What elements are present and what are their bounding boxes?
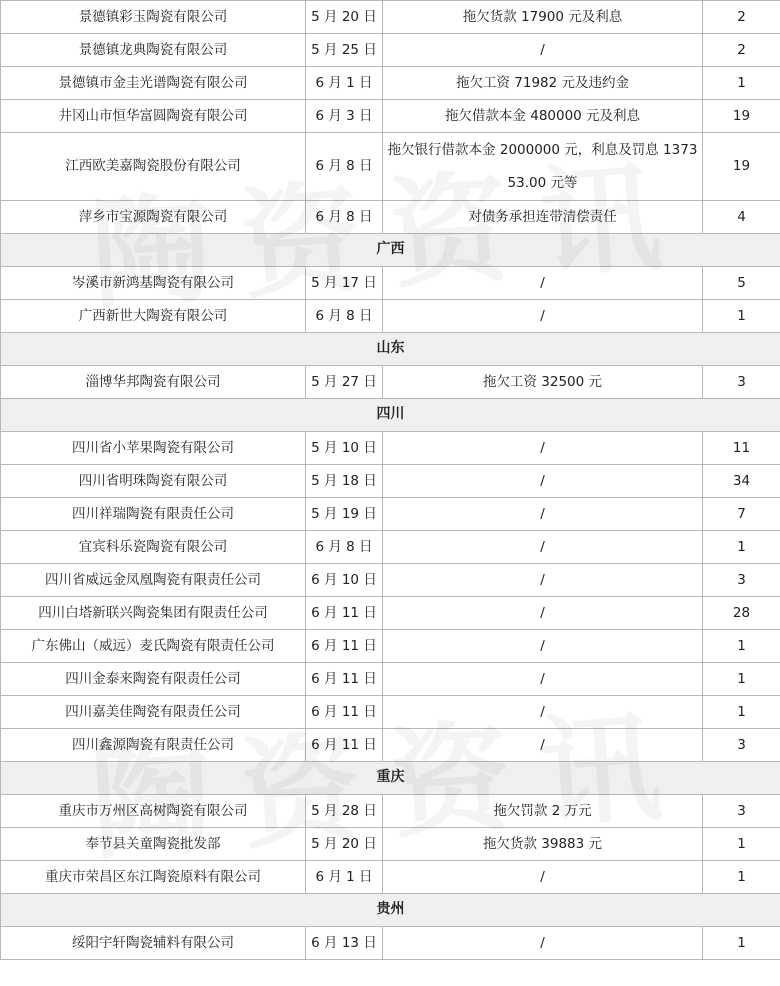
date-cell: 5 月 25 日 — [306, 34, 383, 67]
count-cell: 1 — [703, 861, 780, 894]
count-cell: 1 — [703, 531, 780, 564]
region-label: 广西 — [1, 234, 780, 267]
company-name-cell: 四川省小苹果陶瓷有限公司 — [1, 432, 306, 465]
company-name-cell: 宜宾科乐瓷陶瓷有限公司 — [1, 531, 306, 564]
date-cell: 6 月 8 日 — [306, 531, 383, 564]
description-cell: / — [383, 927, 703, 960]
table-row — [1, 465, 780, 498]
company-name-cell: 景德镇龙典陶瓷有限公司 — [1, 34, 306, 67]
section-header-row — [1, 333, 780, 366]
date-cell: 6 月 10 日 — [306, 564, 383, 597]
date-cell: 6 月 1 日 — [306, 861, 383, 894]
table-row — [1, 366, 780, 399]
table-body — [1, 1, 780, 960]
date-cell: 6 月 11 日 — [306, 630, 383, 663]
description-cell: / — [383, 34, 703, 67]
count-cell: 3 — [703, 366, 780, 399]
description-cell: / — [383, 564, 703, 597]
count-cell: 2 — [703, 34, 780, 67]
section-header-row — [1, 762, 780, 795]
company-name-cell: 四川省威远金凤凰陶瓷有限责任公司 — [1, 564, 306, 597]
count-cell: 1 — [703, 696, 780, 729]
table-row — [1, 1, 780, 34]
company-name-cell: 四川嘉美佳陶瓷有限责任公司 — [1, 696, 306, 729]
table-row — [1, 432, 780, 465]
description-cell: / — [383, 696, 703, 729]
description-cell: 拖欠借款本金 480000 元及利息 — [383, 100, 703, 133]
region-label: 重庆 — [1, 762, 780, 795]
table-row — [1, 267, 780, 300]
company-name-cell: 江西欧美嘉陶瓷股份有限公司 — [1, 133, 306, 201]
table-row — [1, 927, 780, 960]
count-cell: 1 — [703, 300, 780, 333]
date-cell: 6 月 8 日 — [306, 300, 383, 333]
table-row — [1, 696, 780, 729]
table-row — [1, 100, 780, 133]
description-cell: / — [383, 465, 703, 498]
count-cell: 5 — [703, 267, 780, 300]
count-cell: 34 — [703, 465, 780, 498]
table-row — [1, 663, 780, 696]
description-cell: / — [383, 663, 703, 696]
region-label: 贵州 — [1, 894, 780, 927]
description-cell: 拖欠罚款 2 万元 — [383, 795, 703, 828]
description-cell: 拖欠工资 71982 元及违约金 — [383, 67, 703, 100]
table-row — [1, 795, 780, 828]
section-header-row — [1, 894, 780, 927]
table-row — [1, 300, 780, 333]
section-header-row — [1, 399, 780, 432]
count-cell: 4 — [703, 201, 780, 234]
date-cell: 5 月 20 日 — [306, 1, 383, 34]
count-cell: 1 — [703, 67, 780, 100]
description-cell: / — [383, 432, 703, 465]
company-name-cell: 四川金泰来陶瓷有限责任公司 — [1, 663, 306, 696]
date-cell: 5 月 18 日 — [306, 465, 383, 498]
company-name-cell: 淄博华邦陶瓷有限公司 — [1, 366, 306, 399]
table-row — [1, 201, 780, 234]
date-cell: 6 月 8 日 — [306, 201, 383, 234]
date-cell: 6 月 1 日 — [306, 67, 383, 100]
date-cell: 5 月 28 日 — [306, 795, 383, 828]
description-cell: 拖欠工资 32500 元 — [383, 366, 703, 399]
date-cell: 6 月 3 日 — [306, 100, 383, 133]
company-name-cell: 广东佛山（威远）麦氏陶瓷有限责任公司 — [1, 630, 306, 663]
count-cell: 7 — [703, 498, 780, 531]
date-cell: 5 月 10 日 — [306, 432, 383, 465]
date-cell: 6 月 13 日 — [306, 927, 383, 960]
count-cell: 2 — [703, 1, 780, 34]
table-row — [1, 133, 780, 201]
table-row — [1, 498, 780, 531]
company-name-cell: 景德镇市金圭光谱陶瓷有限公司 — [1, 67, 306, 100]
count-cell: 11 — [703, 432, 780, 465]
count-cell: 1 — [703, 663, 780, 696]
company-name-cell: 四川祥瑞陶瓷有限责任公司 — [1, 498, 306, 531]
date-cell: 6 月 11 日 — [306, 663, 383, 696]
description-cell: / — [383, 300, 703, 333]
description-cell: 拖欠银行借款本金 2000000 元，利息及罚息 137353.00 元等 — [383, 133, 703, 201]
company-name-cell: 岑溪市新鸿基陶瓷有限公司 — [1, 267, 306, 300]
company-name-cell: 奉节县关童陶瓷批发部 — [1, 828, 306, 861]
date-cell: 6 月 8 日 — [306, 133, 383, 201]
description-cell: / — [383, 630, 703, 663]
date-cell: 6 月 11 日 — [306, 729, 383, 762]
count-cell: 19 — [703, 133, 780, 201]
count-cell: 1 — [703, 630, 780, 663]
date-cell: 6 月 11 日 — [306, 597, 383, 630]
table-row — [1, 630, 780, 663]
description-cell: / — [383, 729, 703, 762]
count-cell: 28 — [703, 597, 780, 630]
count-cell: 3 — [703, 564, 780, 597]
date-cell: 6 月 11 日 — [306, 696, 383, 729]
company-name-cell: 四川白塔新联兴陶瓷集团有限责任公司 — [1, 597, 306, 630]
count-cell: 3 — [703, 729, 780, 762]
date-cell: 5 月 20 日 — [306, 828, 383, 861]
table-row — [1, 67, 780, 100]
company-name-cell: 萍乡市宝源陶瓷有限公司 — [1, 201, 306, 234]
company-name-cell: 景德镇彩玉陶瓷有限公司 — [1, 1, 306, 34]
company-name-cell: 绥阳宇轩陶瓷辅料有限公司 — [1, 927, 306, 960]
count-cell: 19 — [703, 100, 780, 133]
company-name-cell: 四川鑫源陶瓷有限责任公司 — [1, 729, 306, 762]
description-cell: / — [383, 861, 703, 894]
table-row — [1, 861, 780, 894]
section-header-row — [1, 234, 780, 267]
description-cell: / — [383, 498, 703, 531]
table-row — [1, 34, 780, 67]
table-row — [1, 729, 780, 762]
description-cell: / — [383, 597, 703, 630]
table-row — [1, 531, 780, 564]
company-name-cell: 广西新世大陶瓷有限公司 — [1, 300, 306, 333]
description-cell: / — [383, 267, 703, 300]
region-label: 四川 — [1, 399, 780, 432]
count-cell: 1 — [703, 828, 780, 861]
region-label: 山东 — [1, 333, 780, 366]
description-cell: 对债务承担连带清偿责任 — [383, 201, 703, 234]
date-cell: 5 月 17 日 — [306, 267, 383, 300]
company-name-cell: 四川省明珠陶瓷有限公司 — [1, 465, 306, 498]
date-cell: 5 月 19 日 — [306, 498, 383, 531]
description-cell: 拖欠货款 39883 元 — [383, 828, 703, 861]
date-cell: 5 月 27 日 — [306, 366, 383, 399]
table-row — [1, 564, 780, 597]
company-name-cell: 重庆市荣昌区东江陶瓷原料有限公司 — [1, 861, 306, 894]
count-cell: 3 — [703, 795, 780, 828]
description-cell: 拖欠货款 17900 元及利息 — [383, 1, 703, 34]
table-row — [1, 828, 780, 861]
description-cell: / — [383, 531, 703, 564]
count-cell: 1 — [703, 927, 780, 960]
table-row — [1, 597, 780, 630]
company-name-cell: 重庆市万州区高树陶瓷有限公司 — [1, 795, 306, 828]
company-name-cell: 井冈山市恒华富圆陶瓷有限公司 — [1, 100, 306, 133]
